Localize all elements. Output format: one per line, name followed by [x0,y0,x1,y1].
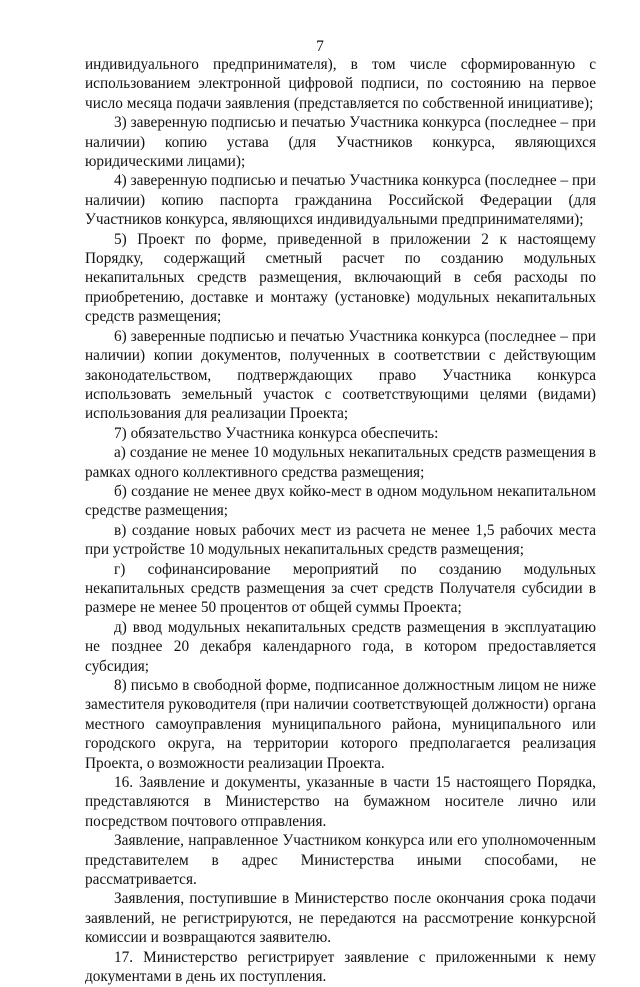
paragraph-subitem-v: в) создание новых рабочих мест из расчета не менее 1,5 рабочих места при устройстве 10 модульных некапитальных средств размещения; [85,521,596,559]
paragraph-subitem-g: г) софинансирование мероприятий по созданию модульных некапитальных средств размещения за счет средств Получателя субсидии в размере не менее 50 процентов от общей суммы Проекта; [85,560,596,617]
paragraph-continuation: индивидуального предпринимателя), в том числе сформированную с использованием электронной цифровой подписи, по состоянию на первое число месяца подачи заявления (представляется по собственной инициативе); [85,56,596,112]
paragraph-clause-16-note-1: Заявление, направленное Участником конкурса или его уполномоченным представителем в адрес Министерства иными способами, не рассматривается. [85,832,596,889]
paragraph-item-3: 3) заверенную подписью и печатью Участника конкурса (последнее – при наличии) копию устава (для Участников конкурса, являющихся юридическими лицами); [85,114,596,171]
document-body [85,55,596,987]
paragraph-item-6: 6) заверенные подписью и печатью Участника конкурса (последнее – при наличии) копии документов, полученных в соответствии с действующим законодательством, подтверждающих право Участника конкурса использовать земельный участок с соответствующими целями (видами) использования для реализации Проекта; [85,327,596,423]
paragraph-item-4: 4) заверенную подписью и печатью Участника конкурса (последнее – при наличии) копию паспорта гражданина Российской Федерации (для Участников конкурса, являющихся индивидуальными предпринимателями); [85,172,596,229]
paragraph-item-5: 5) Проект по форме, приведенной в приложении 2 к настоящему Порядку, содержащий сметный расчет по созданию модульных некапитальных средств размещения, включающий в себя расходы по приобретению, доставке и монтажу (установке) модульных некапитальных средств размещения; [85,230,596,326]
paragraph-subitem-a: а) создание не менее 10 модульных некапитальных средств размещения в рамках одного коллективного средства размещения; [85,444,596,481]
paragraph-clause-16: 16. Заявление и документы, указанные в части 15 настоящего Порядка, представляются в Министерство на бумажном носителе лично или посредством почтового отправления. [85,774,596,830]
paragraph-subitem-d: д) ввод модульных некапитальных средств размещения в эксплуатацию не позднее 20 декабря календарного года, в котором предоставляется субсидия; [85,618,596,675]
page-number: 7 [316,38,324,55]
paragraph-item-7: 7) обязательство Участника конкурса обеспечить: [114,424,439,442]
paragraph-clause-16-note-2: Заявления, поступившие в Министерство после окончания срока подачи заявлений, не регистрируются, не передаются на рассмотрение конкурсной комиссии и возвращаются заявителю. [85,890,596,947]
paragraph-clause-17: 17. Министерство регистрирует заявление с приложенными к нему документами в день их поступления. [85,948,596,986]
paragraph-item-8: 8) письмо в свободной форме, подписанное должностным лицом не ниже заместителя руководителя (при наличии соответствующей должности) органа местного самоуправления муниципального района, муниципального или городского округа, на территории которого предполагается реализация Проекта, о возможности реализации Проекта. [85,677,596,772]
paragraph-subitem-b: б) создание не менее двух койко-мест в одном модульном некапитальном средстве размещения; [85,482,596,520]
